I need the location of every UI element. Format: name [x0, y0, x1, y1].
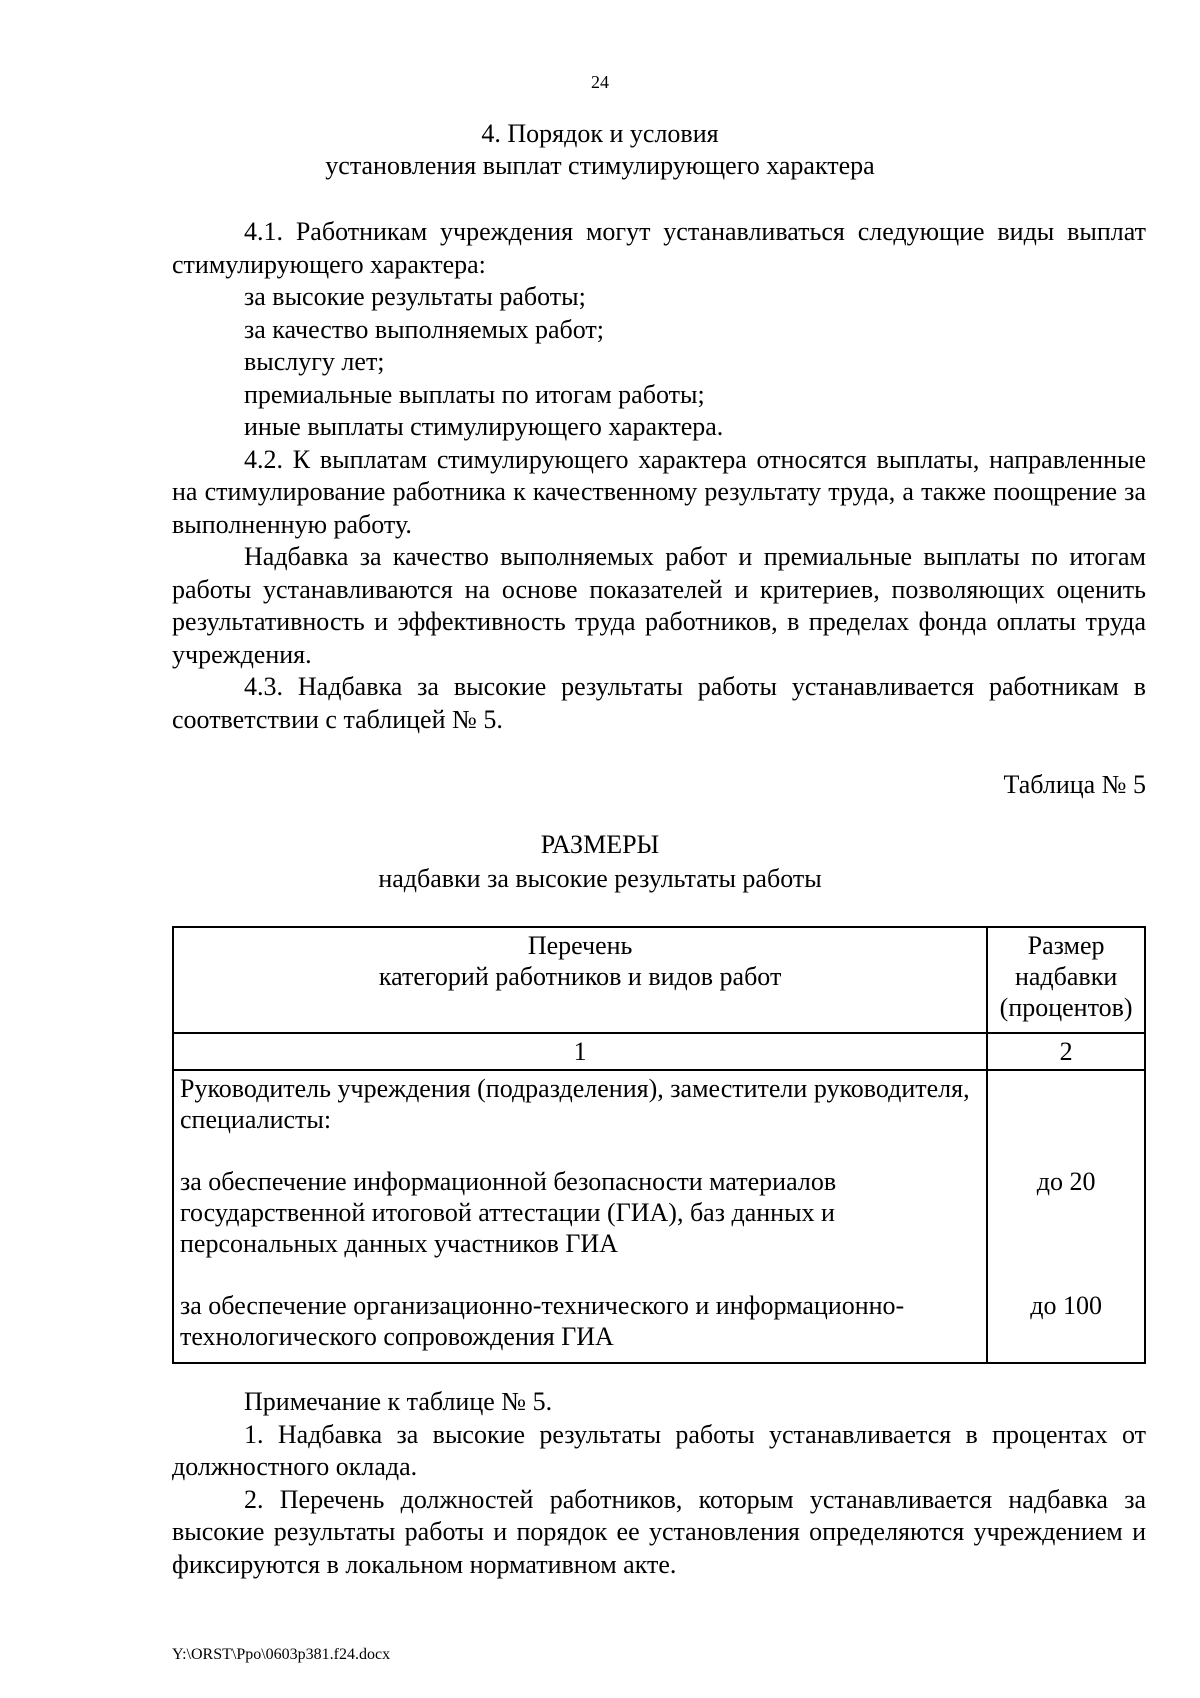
notes-title: Примечание к таблице № 5. [244, 1387, 553, 1416]
category-text: Руководитель учреждения (подразделения), заместители руководителя, специалисты: [180, 1074, 970, 1134]
item2-text: за обеспечение организационно-технического и информационно-технологического сопровождения ГИА [180, 1291, 905, 1351]
spacer [994, 1073, 1138, 1135]
header-cell-list [173, 927, 987, 1033]
table-row [173, 1070, 1145, 1363]
table-title-line1: РАЗМЕРЫ [540, 830, 660, 859]
list-item: выслугу лет; [244, 347, 385, 376]
item1-text: за обеспечение информационной безопасности материалов государственной итоговой аттестации (ГИА), баз данных и персональных данных участников ГИА [180, 1167, 837, 1258]
header-cell-size [987, 927, 1145, 1033]
spacer [994, 1135, 1138, 1166]
header-size-line2: надбавки [1014, 962, 1118, 991]
note-1: 1. Надбавка за высокие результаты работы устанавливается в процентах от должностного оклада. [172, 1419, 1146, 1481]
table-title-line2: надбавки за высокие результаты работы [378, 864, 822, 893]
note-2: 2. Перечень должностей работников, которым устанавливается надбавка за высокие результаты работы и порядок ее установления определяются учреждением и фиксируются в локальном нормативном акте. [172, 1484, 1146, 1579]
header-size-line3: (процентов) [999, 993, 1133, 1022]
spacer [994, 1197, 1138, 1259]
item1-value: до 20 [1036, 1167, 1096, 1196]
table-label: Таблица № 5 [1003, 770, 1146, 799]
table-number-row [173, 1033, 1145, 1070]
header-list-line1: Перечень [527, 931, 633, 960]
column-number-1: 1 [173, 1033, 987, 1070]
table-notes [172, 1386, 1146, 1581]
list-item: за высокие результаты работы; [244, 282, 586, 311]
column-number-2: 2 [987, 1033, 1145, 1070]
section-title [0, 118, 1200, 182]
spacer [180, 1135, 980, 1166]
list-item: иные выплаты стимулирующего характера. [244, 412, 724, 441]
allowance-table [172, 926, 1146, 1364]
section-title-line2: установления выплат стимулирующего характера [325, 151, 875, 180]
header-list-line2: категорий работников и видов работ [378, 962, 782, 991]
table-cell-values [987, 1070, 1145, 1363]
item2-value: до 100 [1030, 1291, 1102, 1320]
table-cell-categories [173, 1070, 987, 1363]
header-size-line1: Размер [1027, 931, 1105, 960]
body-text [172, 216, 1146, 736]
file-path-footer: Y:\ORST\Ppo\0603p381.f24.docx [172, 1646, 391, 1663]
paragraph-4-1: 4.1. Работникам учреждения могут устанавливаться следующие виды выплат стимулирующего характера: [172, 217, 1146, 279]
page-number: 24 [591, 72, 609, 92]
paragraph-nadbavka: Надбавка за качество выполняемых работ и премиальные выплаты по итогам работы устанавливаются на основе показателей и критериев, позволяющих оценить результативность и эффективность труда работников, в пределах фонда оплаты труда учреждения. [172, 542, 1146, 669]
table-header-row [173, 927, 1145, 1033]
spacer [994, 1259, 1138, 1290]
spacer [180, 1259, 980, 1290]
paragraph-4-2: 4.2. К выплатам стимулирующего характера относятся выплаты, направленные на стимулирование работника к качественному результату труда, а также поощрение за выполненную работу. [172, 444, 1146, 539]
section-title-line1: 4. Порядок и условия [481, 119, 719, 148]
list-item: премиальные выплаты по итогам работы; [244, 379, 705, 409]
paragraph-4-3: 4.3. Надбавка за высокие результаты работы устанавливается работникам в соответствии с таблицей № 5. [172, 672, 1146, 734]
list-item: за качество выполняемых работ; [244, 314, 604, 344]
table-title [0, 828, 1200, 896]
